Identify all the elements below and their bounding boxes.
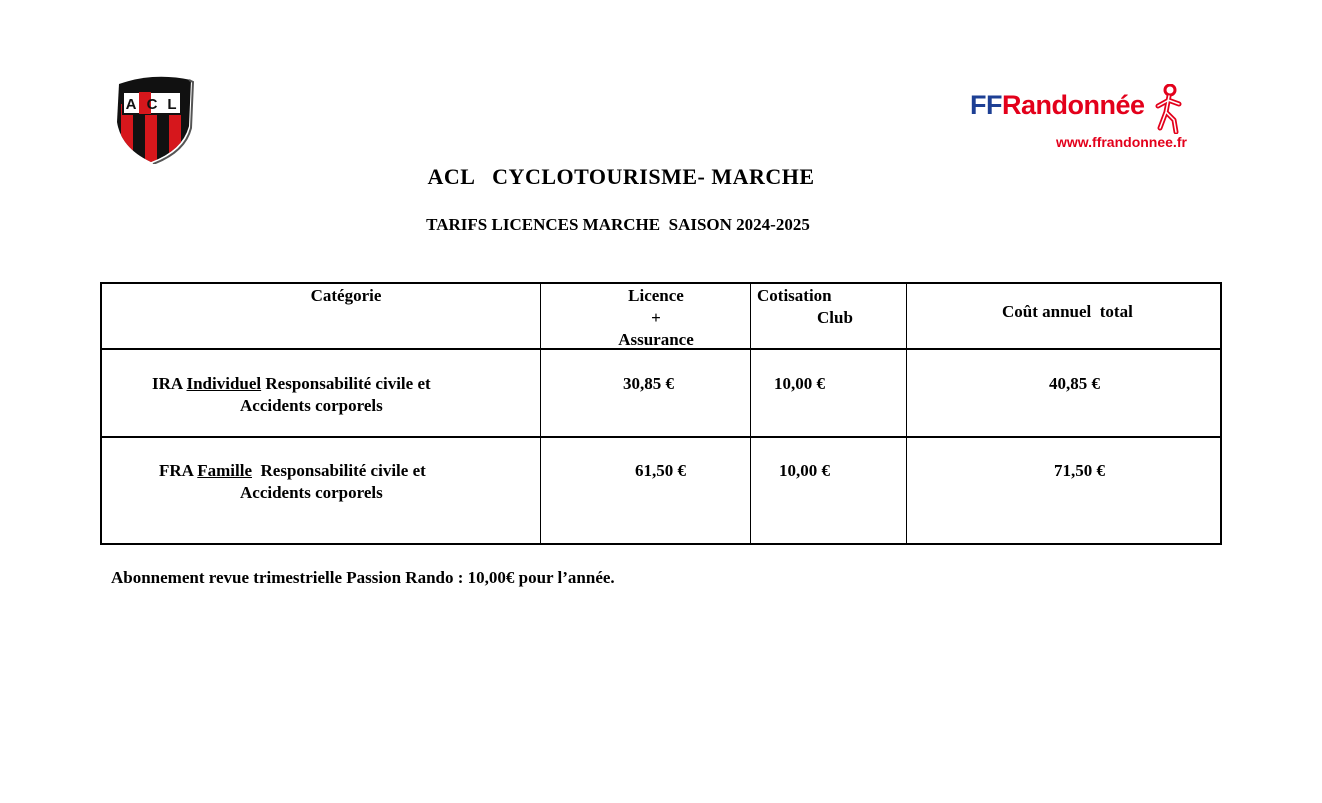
row-fra-licence: 61,50 € (635, 461, 686, 480)
row-fra-total: 71,50 € (1054, 461, 1105, 480)
column-divider (540, 284, 541, 543)
header-cotisation (757, 285, 902, 329)
ffr-brand-text (970, 90, 1145, 120)
ffrandonnee-logo (968, 84, 1193, 156)
header-licence-line1: Licence (628, 286, 684, 305)
header-cotisation-line1: Cotisation (757, 286, 832, 305)
row-ira-type: Individuel (186, 374, 262, 393)
row-divider (102, 436, 1220, 438)
page-subtitle: TARIFS LICENCES MARCHE SAISON 2024-2025 (426, 215, 810, 234)
row-fra-desc-line1: Responsabilité civile et (256, 461, 426, 480)
row-ira-licence: 30,85 € (623, 374, 674, 393)
acl-letter-c: C (146, 96, 158, 113)
row-fra-category (159, 460, 426, 482)
row-fra-cotisation: 10,00 € (779, 461, 830, 480)
header-licence-line2: + (651, 308, 661, 327)
acl-letter-a: A (125, 96, 137, 113)
row-ira-category (152, 373, 431, 395)
hiker-icon (1150, 84, 1188, 134)
tarifs-table (100, 282, 1222, 545)
row-ira-code: IRA (152, 374, 183, 393)
acl-club-logo (113, 74, 195, 164)
header-licence-line3: Assurance (618, 330, 694, 349)
row-fra-type: Famille (197, 461, 253, 480)
column-divider (906, 284, 907, 543)
row-ira-total: 40,85 € (1049, 374, 1100, 393)
header-categorie: Catégorie (310, 286, 382, 305)
subscription-note: Abonnement revue trimestrielle Passion Rando : 10,00€ pour l’année. (111, 568, 615, 587)
page-title: ACL CYCLOTOURISME- MARCHE (427, 164, 815, 189)
ffr-brand-ff: FF (970, 90, 1002, 120)
header-cout-total: Coût annuel total (1002, 302, 1133, 321)
row-ira-cotisation: 10,00 € (774, 374, 825, 393)
ffr-brand-rando: Randonnée (1002, 90, 1145, 120)
header-licence (556, 285, 756, 351)
row-ira-desc-line2: Accidents corporels (240, 396, 383, 415)
header-cotisation-line2: Club (817, 308, 853, 327)
row-ira-desc-line1: Responsabilité civile et (265, 374, 431, 393)
ffr-website-url: www.ffrandonnee.fr (1056, 134, 1187, 150)
row-fra-desc-line2: Accidents corporels (240, 483, 383, 502)
acl-letter-l: L (167, 96, 177, 113)
row-fra-code: FRA (159, 461, 193, 480)
